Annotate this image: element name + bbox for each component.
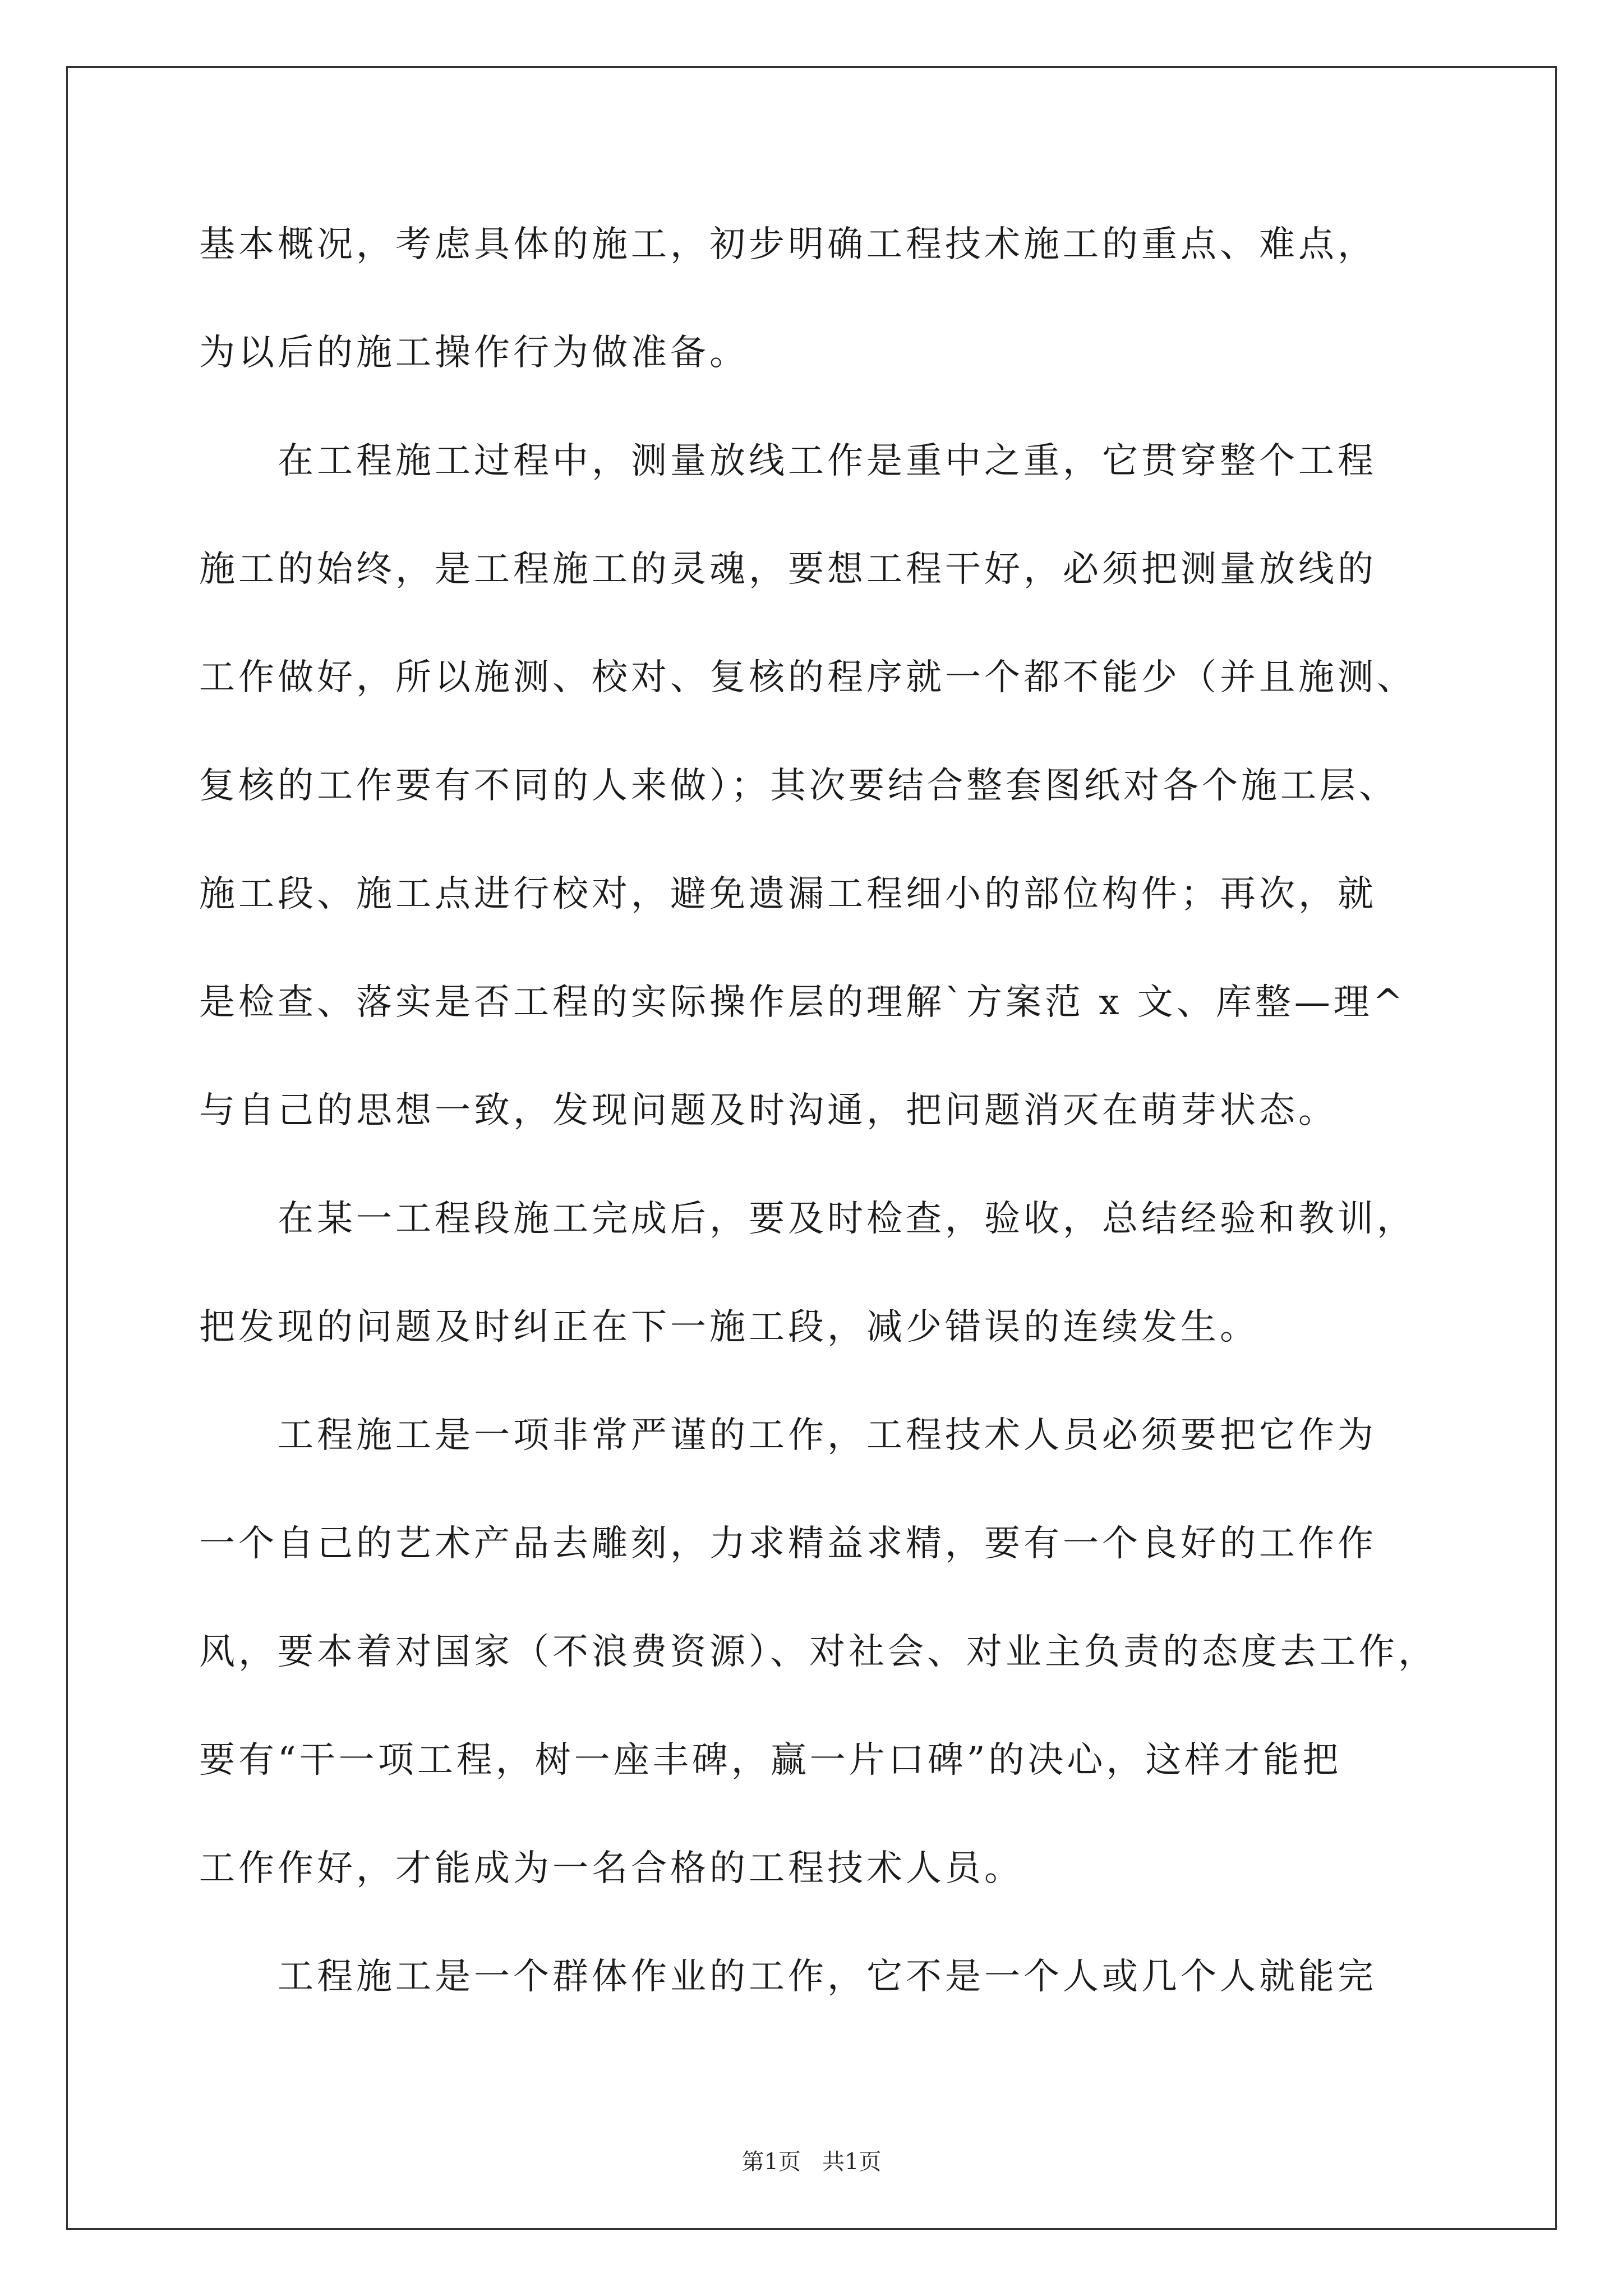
text-line: 与自己的思想一致，发现问题及时沟通，把问题消灭在萌芽状态。 [199,1090,1338,1131]
text-line: 施工的始终，是工程施工的灵魂，要想工程干好，必须把测量放线的 [199,549,1377,590]
text-line: 把发现的问题及时纠正在下一施工段，减少错误的连续发生。 [199,1306,1259,1348]
text-line: 风，要本着对国家（不浪费资源）、对社会、对业主负责的态度去工作， [199,1631,1437,1673]
page-number-footer: 第1页 共1页 [741,2149,882,2175]
paragraph-start-line: 工程施工是一项非常严谨的工作，工程技术人员必须要把它作为 [278,1415,1377,1456]
text-line: 是检查、落实是否工程的实际操作层的理解`方案范 x 文、库整—理^ [199,982,1407,1023]
paragraph-start-line: 工程施工是一个群体作业的工作，它不是一个人或几个人就能完 [278,1956,1377,1998]
paragraph-start-line: 在某一工程段施工完成后，要及时检查，验收，总结经验和教训， [278,1198,1416,1240]
text-line: 要有“干一项工程，树一座丰碑，赢一片口碑”的决心，这样才能把 [199,1740,1342,1781]
text-line: 为以后的施工操作行为做准备。 [199,332,749,374]
text-line: 施工段、施工点进行校对，避免遗漏工程细小的部位构件；再次，就 [199,873,1377,915]
text-line: 基本概况，考虑具体的施工，初步明确工程技术施工的重点、难点， [199,224,1377,265]
text-line: 工作作好，才能成为一名合格的工程技术人员。 [199,1848,1023,1889]
text-line: 复核的工作要有不同的人来做）；其次要结合整套图纸对各个施工层、 [199,765,1398,807]
document-body [199,191,1511,2031]
text-line: 工作做好，所以施测、校对、复核的程序就一个都不能少（并且施测、 [199,657,1416,698]
text-line: 一个自己的艺术产品去雕刻，力求精益求精，要有一个良好的工作作 [199,1523,1377,1565]
paragraph-start-line: 在工程施工过程中，测量放线工作是重中之重，它贯穿整个工程 [278,440,1377,482]
